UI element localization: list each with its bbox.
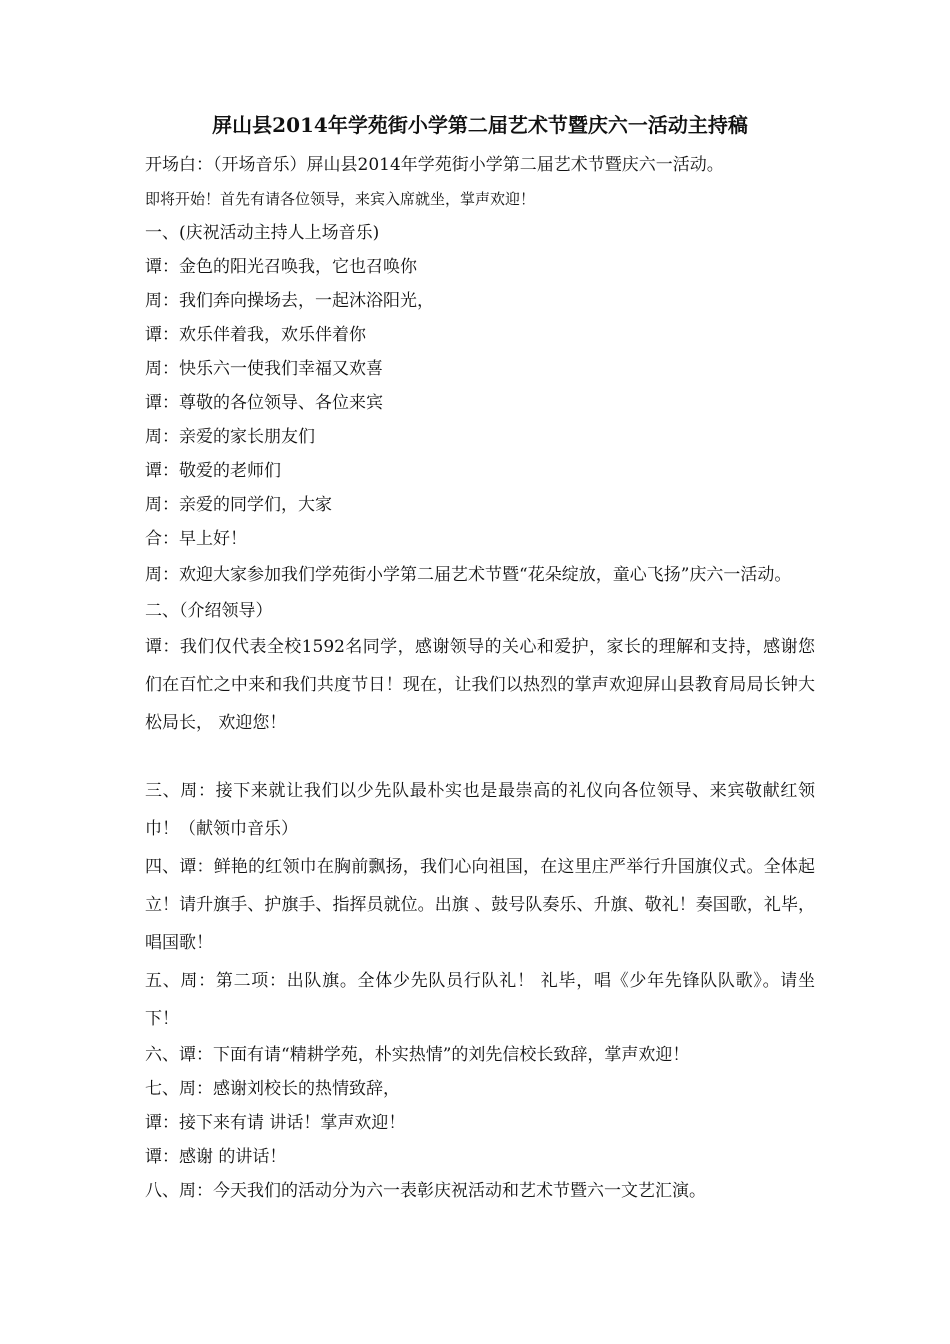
section-5-paragraph: 五、周：第二项：出队旗。全体少先队员行队礼！ 礼毕，唱《少年先锋队队歌》。请坐下！ xyxy=(145,971,815,1029)
dialogue-line: 谭：敬爱的老师们 xyxy=(145,461,281,481)
section-2-heading: 二、（介绍领导） xyxy=(145,601,273,621)
blank-line xyxy=(145,742,815,772)
opening-welcome-line: 即将开始！首先有请各位领导，来宾入席就坐，掌声欢迎！ xyxy=(145,190,536,208)
dialogue-line: 合：早上好！ xyxy=(145,529,247,549)
opening-line: 开场白：（开场音乐）屏山县2014年学苑街小学第二届艺术节暨庆六一活动。 xyxy=(145,155,724,175)
dialogue-line: 周：快乐六一使我们幸福又欢喜 xyxy=(145,359,383,379)
section-3-paragraph: 三、周：接下来就让我们以少先队最朴实也是最崇高的礼仪向各位领导、来宾敬献红领巾！（献领巾音乐） xyxy=(145,781,815,839)
dialogue-line: 周：亲爱的家长朋友们 xyxy=(145,427,315,447)
dialogue-line: 谭：金色的阳光召唤我，它也召唤你 xyxy=(145,257,417,277)
section-4-paragraph: 四、谭：鲜艳的红领巾在胸前飘扬，我们心向祖国，在这里庄严举行升国旗仪式。全体起立！请升旗手、护旗手、指挥员就位。出旗 、鼓号队奏乐、升旗、敬礼！奏国歌，礼毕，唱国歌！ xyxy=(145,857,815,953)
dialogue-line: 周：我们奔向操场去，一起沐浴阳光， xyxy=(145,291,434,311)
dialogue-line: 谭：欢乐伴着我，欢乐伴着你 xyxy=(145,325,366,345)
document-title: 屏山县2014年学苑街小学第二届艺术节暨庆六一活动主持稿 xyxy=(212,113,748,137)
dialogue-line: 周：亲爱的同学们，大家 xyxy=(145,495,332,515)
section-7-line: 七、周：感谢刘校长的热情致辞， xyxy=(145,1079,400,1099)
dialogue-line: 谭：接下来有请 讲话！掌声欢迎！ xyxy=(145,1113,406,1133)
introduction-paragraph: 谭：我们仅代表全校1592名同学，感谢领导的关心和爱护，家长的理解和支持，感谢您们在百忙之中来和我们共度节日！现在，让我们以热烈的掌声欢迎屏山县教育局局长钟大松局长， 欢迎您！ xyxy=(145,637,815,733)
dialogue-line: 谭：尊敬的各位领导、各位来宾 xyxy=(145,393,383,413)
dialogue-line: 谭：感谢 的讲话！ xyxy=(145,1147,287,1167)
section-1-heading: 一、(庆祝活动主持人上场音乐) xyxy=(145,223,380,243)
welcome-paragraph: 周：欢迎大家参加我们学苑街小学第二届艺术节暨“花朵绽放，童心飞扬”庆六一活动。 xyxy=(145,565,792,585)
document-page xyxy=(145,112,815,1208)
section-8-line: 八、周：今天我们的活动分为六一表彰庆祝活动和艺术节暨六一文艺汇演。 xyxy=(145,1181,706,1201)
section-6-line: 六、谭：下面有请“精耕学苑，朴实热情”的刘先信校长致辞，掌声欢迎！ xyxy=(145,1045,690,1065)
